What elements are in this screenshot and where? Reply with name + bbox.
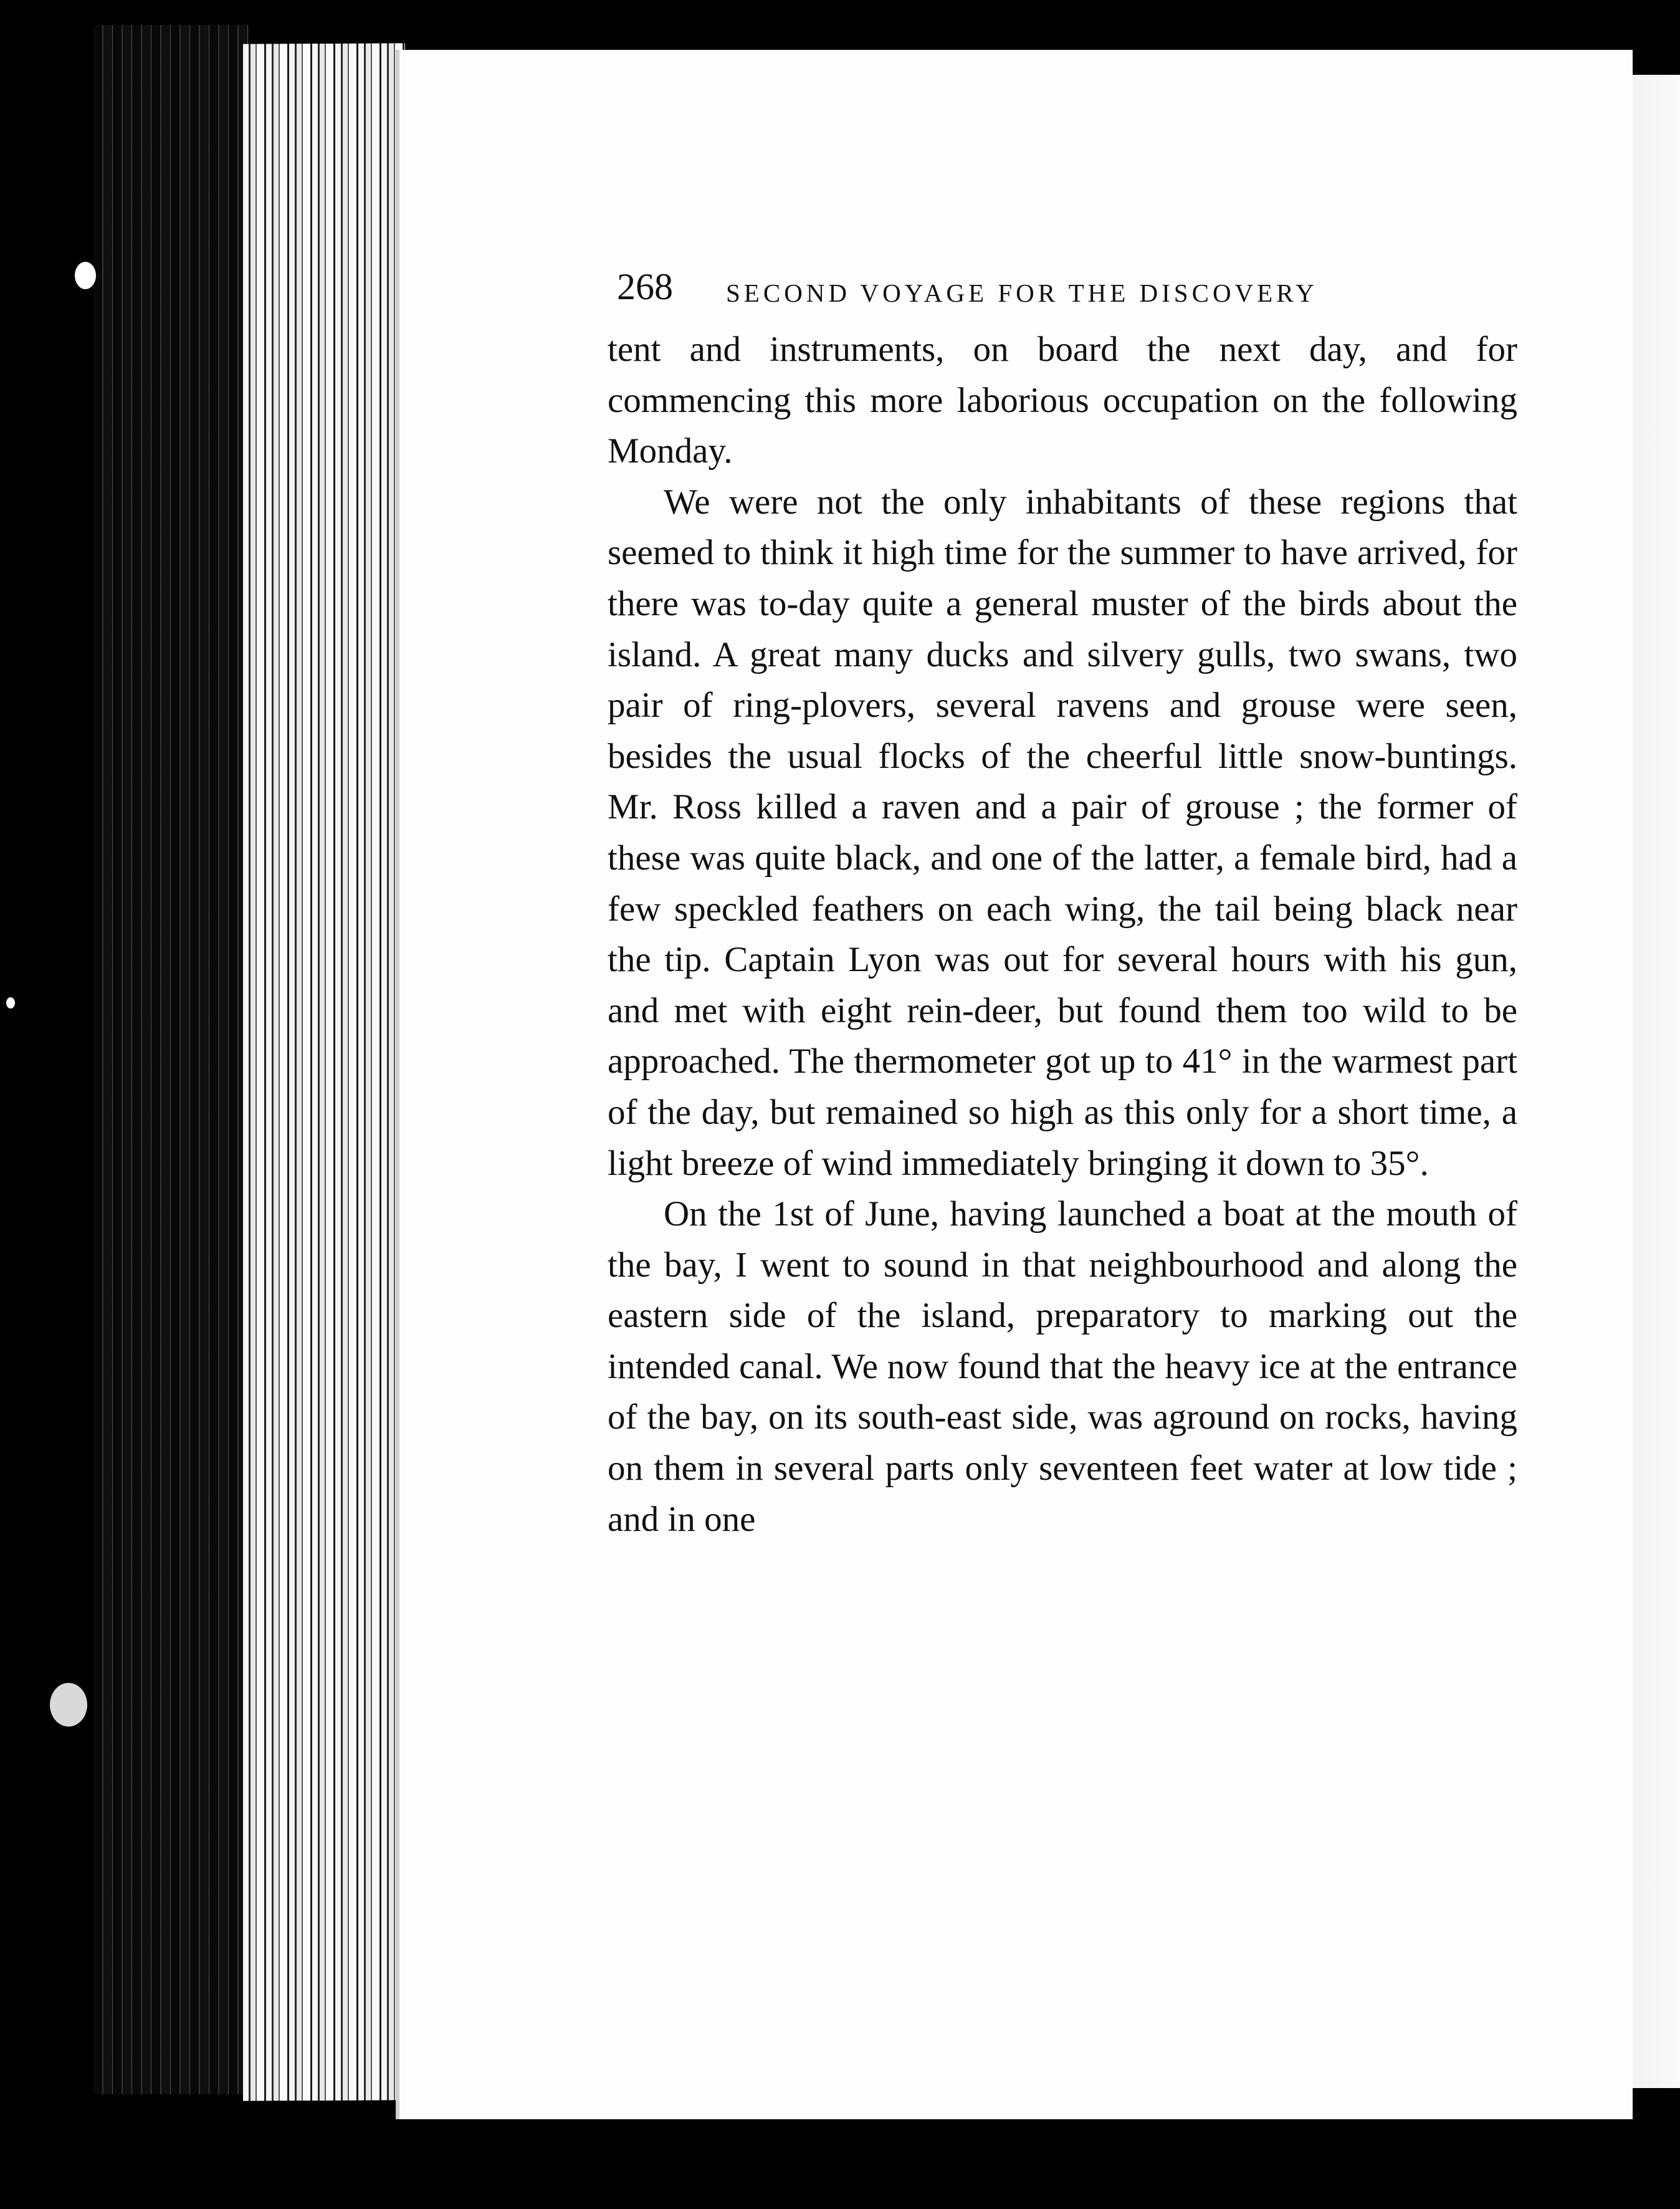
scan-speck [75, 262, 96, 289]
running-head [617, 262, 1408, 312]
scan-speck [50, 1683, 87, 1727]
paragraph: On the 1st of June, having launched a boat at the mouth of the bay, I went to sound in that neighbourhood and along the eastern side of the island, preparatory to marking out the intended canal. We now found that the heavy ice at the entrance of the bay, on its south-east side, was aground on rocks, having on them in several parts only seventeen feet water at low tide ; and in one [608, 1194, 1517, 1539]
body-text [608, 324, 1517, 1545]
book-block-shadow [93, 25, 249, 2094]
paragraph: We were not the only inhabitants of these regions that seemed to think it high time for the summer to have arrived, for there was to-day quite a general muster of the birds about the island. A great many ducks and silvery gulls, two swans, two pair of ring-plovers, several ravens and grouse were seen, besides the usual flocks of the cheerful little snow-buntings. Mr. Ross killed a raven and a pair of grouse ; the former of these was quite black, and one of the latter, a female bird, had a few speckled feathers on each wing, the tail being black near the tip. Captain Lyon was out for several hours with his gun, and met with eight rein-deer, but found them too wild to be approached. The thermometer got up to 41° in the warmest part of the day, but remained so high as this only for a short time, a light breeze of wind immediately bringing it down to 35°. [608, 482, 1517, 1183]
running-head-title: SECOND VOYAGE FOR THE DISCOVERY [726, 279, 1318, 307]
scan-speck [6, 997, 15, 1009]
page-number: 268 [617, 266, 673, 307]
page-edges [243, 43, 405, 2101]
paragraph: tent and instruments, on board the next day, and for commencing this more laborious occupation on the following Monday. [608, 330, 1517, 471]
